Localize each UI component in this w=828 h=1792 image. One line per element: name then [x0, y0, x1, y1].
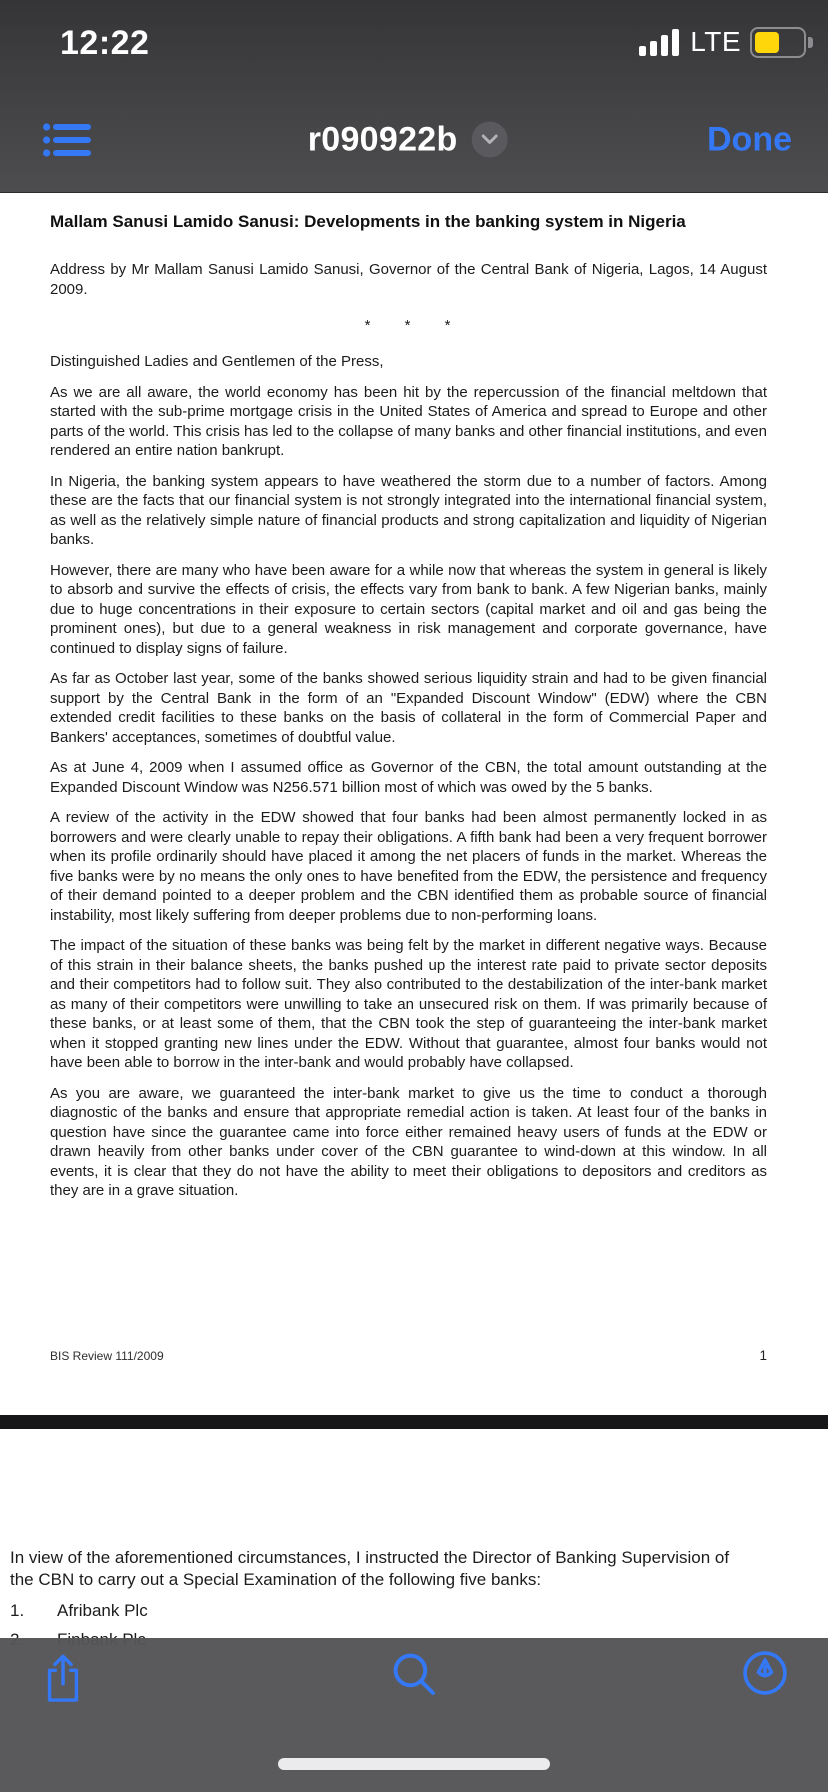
- network-type-label: LTE: [690, 26, 741, 57]
- body-paragraphs: [50, 383, 767, 1201]
- battery-nub: [808, 37, 813, 48]
- status-time: 12:22: [60, 24, 150, 62]
- document-paragraph: As far as October last year, some of the banks showed serious liquidity strain and had to be given financial support by the Central Bank in the form of an "Expanded Discount Window" (EDW) where the CBN extended credit facilities to these banks on the basis of collateral in the form of Commercial Paper and Bankers' acceptances, sometimes of doubtful value.: [50, 670, 767, 746]
- nav-bar: [0, 88, 828, 191]
- battery-fill: [755, 32, 779, 53]
- contents-list-icon[interactable]: [38, 116, 96, 164]
- share-icon[interactable]: [40, 1652, 86, 1704]
- document-title-button[interactable]: [302, 119, 514, 160]
- page-footer: [50, 1348, 767, 1363]
- list-item-label: Afribank Plc: [57, 1601, 148, 1620]
- header: [0, 0, 828, 193]
- section-separator: * * *: [364, 317, 453, 334]
- list-item: [10, 1600, 748, 1622]
- document-paragraph: As you are aware, we guaranteed the inter-bank market to give us the time to conduct a thorough diagnostic of the banks and ensure that appropriate remedial action is taken. At least four of the banks in question have since the guarantee came into force either remained heavy users of funds at the EDW or drawn heavily from other banks under cover of the CBN guarantee to wind-down at this window. In all events, it is clear that they do not have the ability to meet their obligations to depositors and creditors as they are in a grave situation.: [50, 1084, 767, 1199]
- page-number: 1: [759, 1348, 767, 1363]
- list-item-number: 1.: [10, 1601, 25, 1620]
- document-paragraph: However, there are many who have been aware for a while now that whereas the system in general is likely to absorb and survive the effects of crisis, the effects vary from bank to bank. A few Nigerian banks, mainly due to huge concentrations in their exposure to certain sectors (capital market and oil and gas being the prominent ones), but due to a general weakness in risk management and corporate governance, have continued to display signs of failure.: [50, 561, 767, 657]
- pdf-page-1: [0, 192, 828, 1415]
- document-paragraph: In Nigeria, the banking system appears to have weathered the storm due to a number of factors. Among these are the facts that our financial system is not strongly integrated into the international financial system, as well as the relatively simple nature of financial products and strong capitalization and liquidity of Nigerian banks.: [50, 472, 767, 548]
- document-paragraph: The impact of the situation of these banks was being felt by the market in different negative ways. Because of this strain in their balance sheets, the banks pushed up the interest rate paid to private sector deposits and their competitors had to follow suit. They also contributed to the destabilization of the inter-bank market as many of their competitors were unwilling to take an unsecured risk on them. If was primarily because of these banks, or at least some of them, that the CBN took the step of guaranteeing the inter-bank market when it stopped granting new lines under the EDW. Without that guarantee, almost four banks would not have been able to borrow in the inter-bank and would probably have collapsed.: [50, 937, 767, 1071]
- document-paragraph: As we are all aware, the world economy has been hit by the repercussion of the financial meltdown that started with the sub-prime mortgage crisis in the United States of America and spread to Europe and other parts of the world. This crisis has led to the collapse of many banks and other financial institutions, and even rendered an entire nation bankrupt.: [50, 383, 767, 459]
- salutation: Distinguished Ladies and Gentlemen of the Press,: [50, 353, 384, 370]
- document-title: r090922b: [307, 120, 458, 158]
- document-heading: Mallam Sanusi Lamido Sanusi: Developments in the banking system in Nigeria: [50, 212, 686, 231]
- chevron-down-icon: [472, 122, 508, 158]
- search-icon[interactable]: [390, 1650, 438, 1698]
- done-button[interactable]: Done: [701, 119, 798, 160]
- cellular-signal-icon: [639, 29, 681, 56]
- page-separator: [0, 1415, 828, 1429]
- home-indicator[interactable]: [278, 1758, 550, 1770]
- footer-reference: BIS Review 111/2009: [50, 1349, 164, 1363]
- document-paragraph: A review of the activity in the EDW showed that four banks had been almost permanently locked in as borrowers and were clearly unable to repay their obligations. A fifth bank had been a very frequent borrower when its profile ordinarily should have placed it among the net placers of funds in the market. Whereas the five banks were by no means the only ones to have benefited from the EDW, the persistence and frequency of their demand pointed to a deeper problem and the CBN identified them as probable source of financial instability, most likely suffering from deeper problems due to non-performing loans.: [50, 809, 767, 924]
- battery-icon: [750, 27, 806, 58]
- status-bar: [0, 0, 828, 88]
- document-scroll-area[interactable]: [0, 192, 828, 1792]
- body-paragraph: In view of the aforementioned circumstances, I instructed the Director of Banking Supervision of the CBN to carry out a Special Examination of the following five banks:: [10, 1548, 730, 1589]
- status-icons: [639, 26, 806, 58]
- address-line: Address by Mr Mallam Sanusi Lamido Sanusi, Governor of the Central Bank of Nigeria, Lagos, 14 August 2009.: [50, 261, 767, 298]
- markup-pen-icon[interactable]: [742, 1650, 788, 1696]
- bottom-toolbar: [0, 1638, 828, 1792]
- document-paragraph: As at June 4, 2009 when I assumed office as Governor of the CBN, the total amount outstanding at the Expanded Discount Window was N256.571 billion most of which was owed by the 5 banks.: [50, 759, 767, 796]
